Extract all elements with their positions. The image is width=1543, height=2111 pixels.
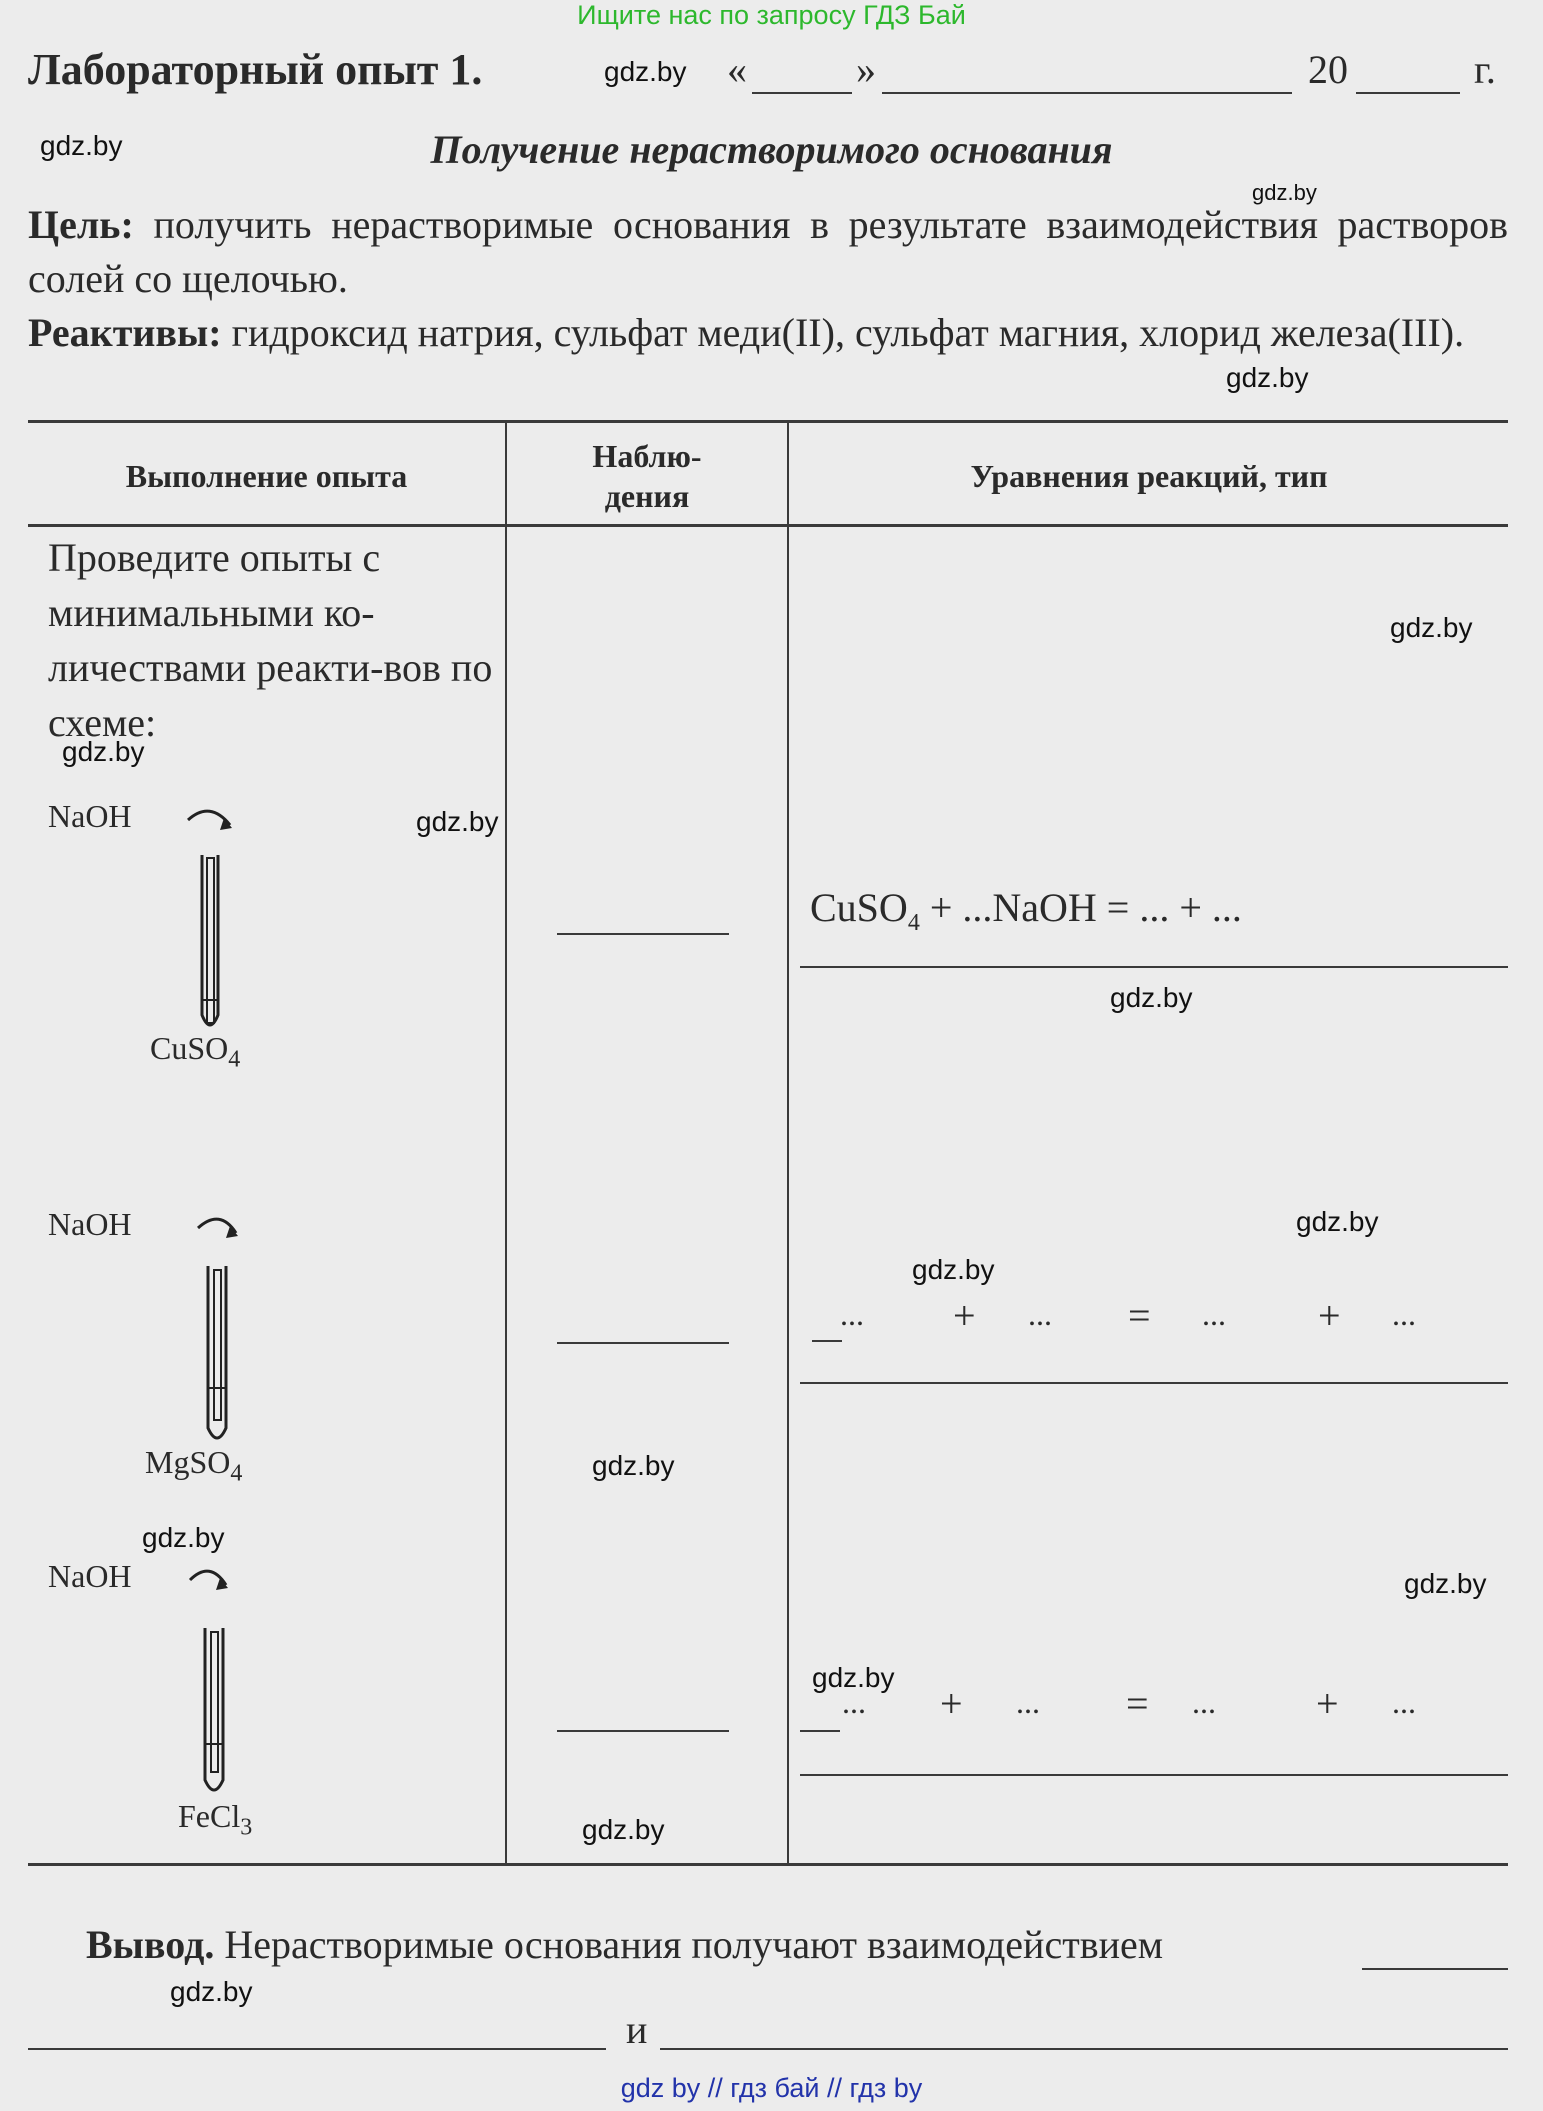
goal-text: получить нерастворимые основания в результате взаимодействия растворов солей со щелочью. — [28, 202, 1508, 301]
exp2-equals: = — [1128, 1293, 1151, 1338]
exp3-test-tube-icon — [180, 1560, 270, 1800]
table-col-divider-1 — [505, 420, 507, 1863]
quote-close: » — [856, 47, 876, 92]
experiment-title: Лабораторный опыт 1. — [28, 45, 483, 94]
exp3-dots-1: ... — [842, 1684, 866, 1720]
watermark-text: gdz.by — [1390, 612, 1473, 643]
exp2-reactant1-blank — [812, 1340, 842, 1342]
exp3-dots-2: ... — [1016, 1684, 1040, 1720]
month-blank-line — [882, 92, 1292, 94]
exp3-reactant1-blank — [800, 1730, 840, 1732]
exp1-observation-line — [557, 933, 729, 935]
exp2-dots-3: ... — [1202, 1296, 1226, 1332]
experiment-subtitle: Получение нерастворимого основания — [430, 127, 1113, 172]
exp2-dots-1: ... — [840, 1296, 864, 1332]
table-col-divider-2 — [787, 420, 789, 1863]
reagents-text: гидроксид натрия, сульфат меди(II), сульфат магния, хлорид железа(III). — [221, 310, 1465, 355]
exp1-test-tube-icon — [170, 800, 260, 1040]
watermark-text: gdz.by — [1252, 180, 1317, 205]
reagents-paragraph — [28, 306, 1508, 360]
conclusion-text: Нерастворимые основания получают взаимодействием — [214, 1922, 1164, 1967]
exp3-equals: = — [1126, 1681, 1149, 1726]
exp2-salt-label: MgSO$_4$ — [145, 1444, 243, 1487]
top-banner[interactable]: Ищите нас по запросу ГДЗ Бай — [577, 0, 966, 30]
watermark-text: gdz.by — [1226, 362, 1309, 393]
exp3-dots-4: ... — [1392, 1684, 1416, 1720]
watermark-text: gdz.by — [604, 56, 687, 87]
header-equations: Уравнения реакций, тип — [970, 458, 1328, 494]
watermark-text: gdz.by — [912, 1254, 995, 1285]
exp2-type-line — [800, 1382, 1508, 1384]
watermark-text: gdz.by — [592, 1450, 675, 1481]
procedure-instruction: Проведите опыты с минимальными ко-личествами реакти-вов по схеме: — [48, 535, 493, 745]
exp3-alkali-label: NaOH — [48, 1558, 132, 1594]
quote-open: « — [727, 47, 747, 92]
conclusion-blank-3 — [660, 2048, 1508, 2050]
header-procedure: Выполнение опыта — [125, 458, 408, 494]
exp2-plus-2: + — [1318, 1293, 1341, 1338]
header-observations: Наблю- дения — [592, 438, 702, 514]
table-header-border — [28, 524, 1508, 527]
exp3-plus-2: + — [1316, 1681, 1339, 1726]
watermark-text: gdz.by — [812, 1662, 895, 1693]
exp1-alkali-label: NaOH — [48, 798, 132, 834]
year-blank-line — [1356, 92, 1460, 94]
bottom-banner[interactable]: gdz by // гдз бай // гдз by — [620, 2073, 923, 2103]
watermark-text: gdz.by — [142, 1522, 225, 1553]
conclusion-blank-2 — [28, 2048, 606, 2050]
watermark-text: gdz.by — [416, 806, 499, 837]
day-blank-line — [752, 92, 852, 94]
watermark-text: gdz.by — [40, 130, 123, 161]
exp2-dots-4: ... — [1392, 1296, 1416, 1332]
year-suffix: г. — [1474, 47, 1496, 92]
watermark-text: gdz.by — [582, 1814, 665, 1845]
conclusion-blank-1 — [1362, 1968, 1508, 1970]
reagents-label: Реактивы: — [28, 310, 222, 355]
exp2-alkali-label: NaOH — [48, 1206, 132, 1242]
goal-label: Цель: — [28, 202, 134, 247]
exp3-plus-1: + — [940, 1681, 963, 1726]
watermark-text: gdz.by — [1404, 1568, 1487, 1599]
year-prefix: 20 — [1308, 47, 1348, 92]
exp2-observation-line — [557, 1342, 729, 1344]
conclusion-paragraph — [86, 1918, 1386, 1972]
exp3-type-line — [800, 1774, 1508, 1776]
table-bottom-border — [28, 1863, 1508, 1866]
conclusion-label: Вывод. — [86, 1922, 215, 1967]
watermark-text: gdz.by — [1110, 982, 1193, 1013]
exp1-type-line — [800, 966, 1508, 968]
exp2-test-tube-icon — [190, 1208, 280, 1448]
exp3-dots-3: ... — [1192, 1684, 1216, 1720]
exp2-plus-1: + — [953, 1293, 976, 1338]
table-top-border — [28, 420, 1508, 423]
exp3-salt-label: FeCl$_3$ — [178, 1798, 253, 1841]
exp2-dots-2: ... — [1028, 1296, 1052, 1332]
watermark-text: gdz.by — [1296, 1206, 1379, 1237]
watermark-text: gdz.by — [170, 1976, 253, 2007]
conclusion-and: и — [626, 2007, 648, 2052]
watermark-text: gdz.by — [62, 736, 145, 767]
goal-paragraph — [28, 198, 1508, 306]
exp3-observation-line — [557, 1730, 729, 1732]
exp1-equation: CuSO$_4$ + ...NaOH = ... + ... — [810, 885, 1242, 936]
exp1-salt-label: CuSO$_4$ — [150, 1030, 241, 1073]
